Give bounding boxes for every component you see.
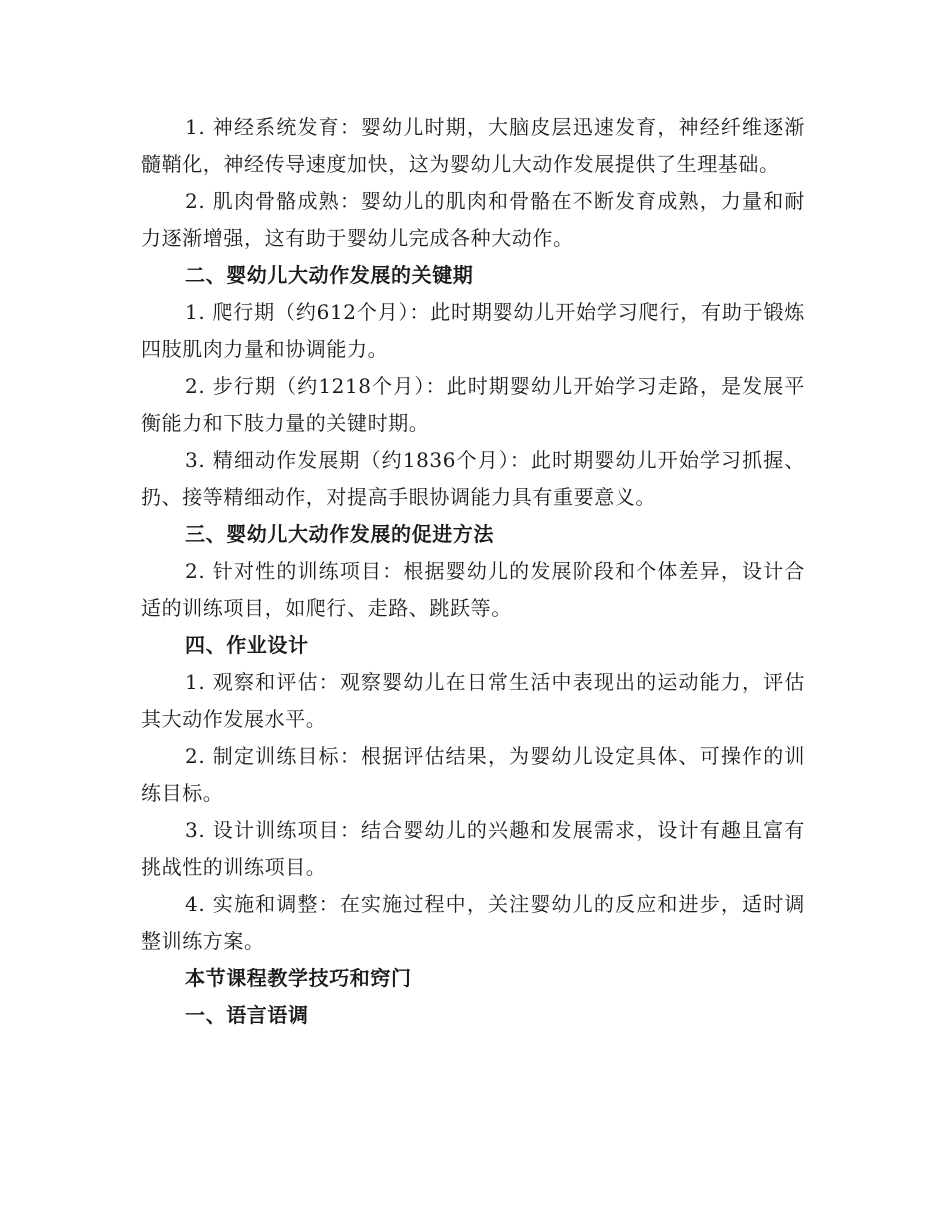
paragraph-targeted-training: 2. 针对性的训练项目：根据婴幼儿的发展阶段和个体差异，设计合适的训练项目，如爬行、走路、跳跃等。 bbox=[141, 559, 805, 620]
paragraph-crawling-period: 1. 爬行期（约612个月）：此时期婴幼儿开始学习爬行，有助于锻炼四肢肌肉力量和协调能力。 bbox=[141, 300, 805, 361]
section-heading-teaching-tips: 本节课程教学技巧和窍门 bbox=[185, 966, 412, 990]
section-heading-homework-design: 四、作业设计 bbox=[185, 633, 309, 657]
document-body bbox=[141, 109, 805, 1034]
paragraph-neural-development: 1. 神经系统发育：婴幼儿时期，大脑皮层迅速发育，神经纤维逐渐髓鞘化，神经传导速度加快，这为婴幼儿大动作发展提供了生理基础。 bbox=[141, 115, 805, 176]
paragraph-observe-assess: 1. 观察和评估：观察婴幼儿在日常生活中表现出的运动能力，评估其大动作发展水平。 bbox=[141, 670, 805, 731]
paragraph-implement-adjust: 4. 实施和调整：在实施过程中，关注婴幼儿的反应和进步，适时调整训练方案。 bbox=[141, 892, 805, 953]
paragraph-set-goals: 2. 制定训练目标：根据评估结果，为婴幼儿设定具体、可操作的训练目标。 bbox=[141, 744, 805, 805]
paragraph-walking-period: 2. 步行期（约1218个月）：此时期婴幼儿开始学习走路，是发展平衡能力和下肢力量的关键时期。 bbox=[141, 374, 805, 435]
paragraph-design-projects: 3. 设计训练项目：结合婴幼儿的兴趣和发展需求，设计有趣且富有挑战性的训练项目。 bbox=[141, 818, 805, 879]
section-heading-promotion-methods: 三、婴幼儿大动作发展的促进方法 bbox=[185, 522, 494, 546]
section-heading-critical-periods: 二、婴幼儿大动作发展的关键期 bbox=[185, 263, 474, 287]
section-heading-language-tone: 一、语言语调 bbox=[185, 1003, 309, 1027]
paragraph-muscle-bone-maturity: 2. 肌肉骨骼成熟：婴幼儿的肌肉和骨骼在不断发育成熟，力量和耐力逐渐增强，这有助于婴幼儿完成各种大动作。 bbox=[141, 189, 805, 250]
paragraph-fine-motor-period: 3. 精细动作发展期（约1836个月）：此时期婴幼儿开始学习抓握、扔、接等精细动作，对提高手眼协调能力具有重要意义。 bbox=[141, 448, 805, 509]
